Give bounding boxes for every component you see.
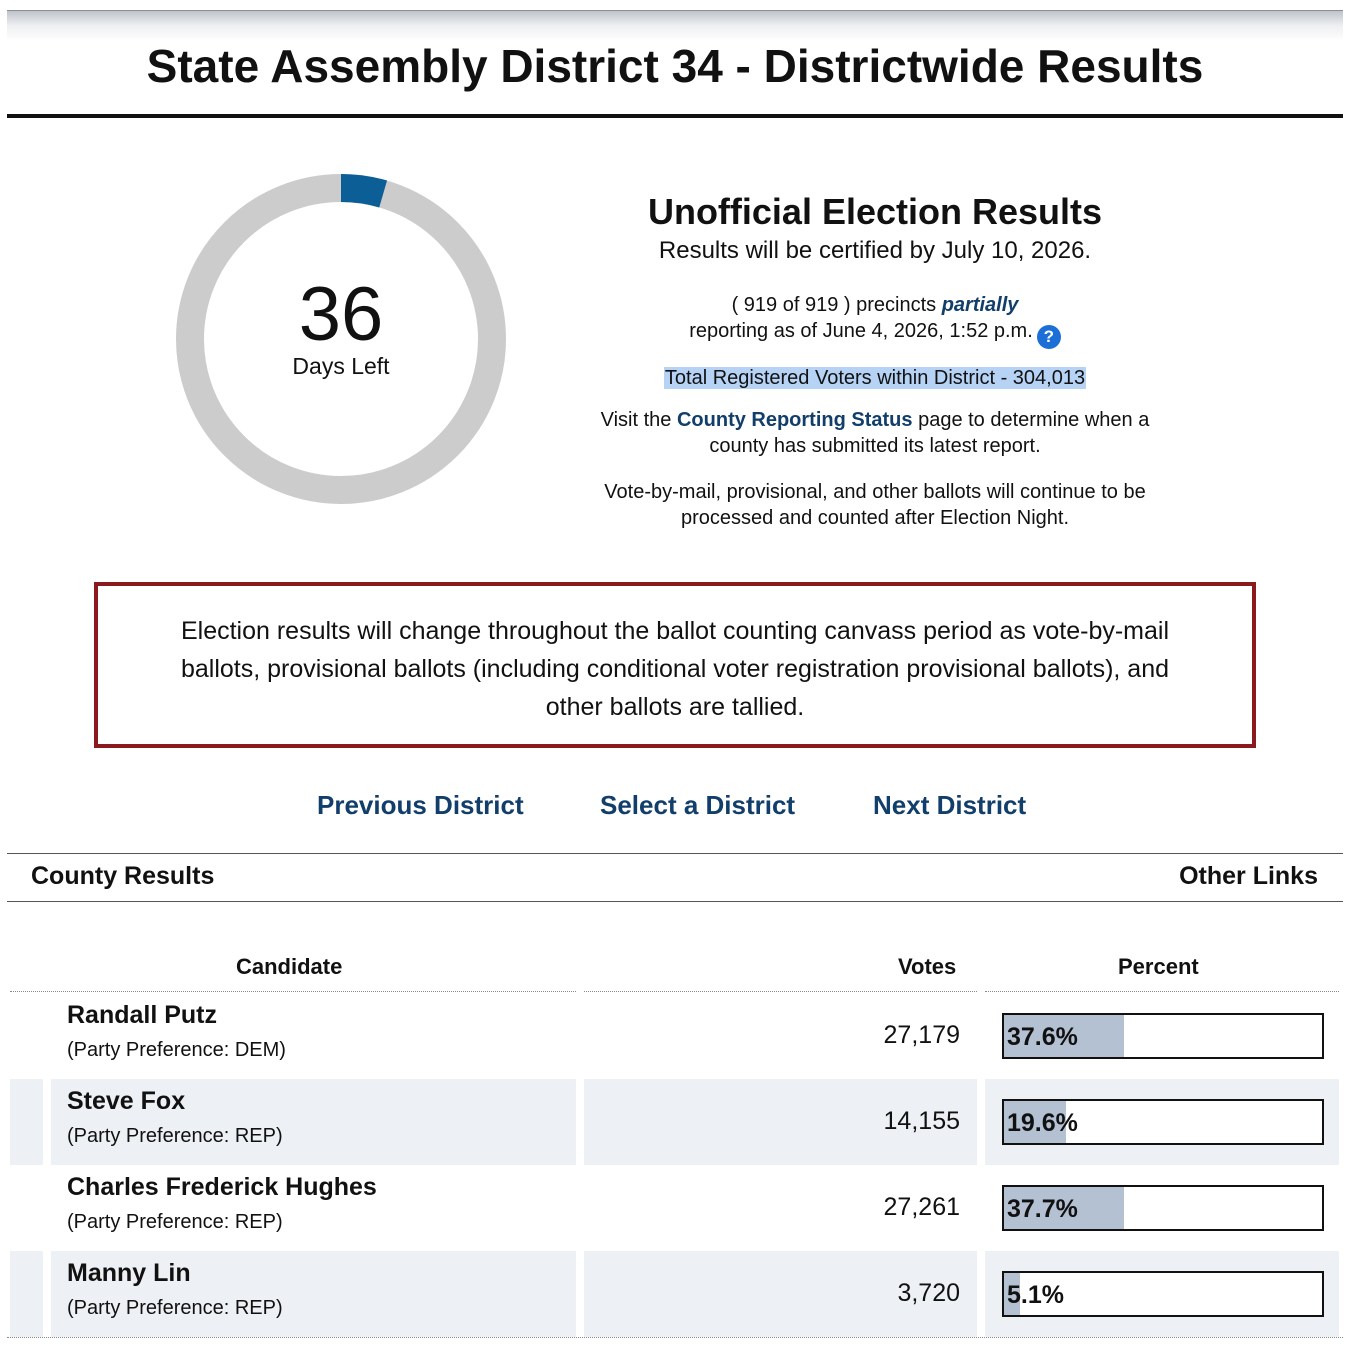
help-icon[interactable]: ? — [1037, 325, 1061, 349]
county-results-link[interactable]: County Results — [31, 862, 215, 890]
select-district-link[interactable]: Select a District — [600, 790, 796, 820]
registered-voters-line — [560, 365, 1190, 391]
page-header — [7, 10, 1343, 118]
days-left-label: Days Left — [292, 353, 390, 379]
candidate-party: (Party Preference: REP) — [67, 1125, 283, 1147]
candidate-party: (Party Preference: REP) — [67, 1297, 283, 1319]
precincts-reporting — [560, 292, 1190, 349]
candidate-party: (Party Preference: DEM) — [67, 1039, 286, 1061]
candidate-name: Randall Putz — [67, 1001, 218, 1029]
percent-bar — [1002, 1013, 1324, 1059]
visit-line2: county has submitted its latest report. — [709, 435, 1041, 457]
table-row — [0, 1165, 1360, 1251]
table-row — [0, 993, 1360, 1079]
candidate-name: Manny Lin — [67, 1259, 191, 1287]
days-left-number: 36 — [298, 272, 384, 357]
notice-line1: Election results will change throughout the ballot counting canvass period as vote-by-mail — [180, 617, 1170, 645]
votes-header-rule — [584, 991, 977, 992]
table-bottom-rule — [7, 1337, 1343, 1338]
partially-label: partially — [941, 294, 1019, 316]
candidate-votes: 3,720 — [897, 1279, 960, 1307]
table-row — [0, 1079, 1360, 1165]
candidate-votes: 14,155 — [883, 1107, 960, 1135]
candidate-percent: 19.6% — [1007, 1109, 1078, 1137]
percent-bar — [1002, 1271, 1324, 1317]
summary-heading: Unofficial Election Results — [647, 191, 1103, 232]
county-reporting-status-link[interactable]: County Reporting Status — [676, 409, 913, 431]
votes-header: Votes — [898, 954, 957, 979]
next-district-link[interactable]: Next District — [873, 790, 1027, 820]
candidate-party: (Party Preference: REP) — [67, 1211, 283, 1233]
visit-suffix: page to determine when a — [918, 409, 1150, 431]
vbm-line1: Vote-by-mail, provisional, and other ballots will continue to be — [604, 481, 1146, 503]
precincts-count: ( 919 of 919 ) precincts — [731, 294, 937, 316]
subnav-top-divider — [7, 853, 1343, 854]
candidate-header: Candidate — [236, 954, 343, 979]
certify-text: Results will be certified by July 10, 2026. — [658, 237, 1092, 264]
percent-header: Percent — [1118, 954, 1199, 979]
subnav-bottom-divider — [7, 901, 1343, 902]
candidate-percent: 37.7% — [1007, 1195, 1078, 1223]
reporting-timestamp: reporting as of June 4, 2026, 1:52 p.m. — [689, 320, 1033, 342]
table-row — [0, 1251, 1360, 1337]
candidate-name: Charles Frederick Hughes — [67, 1173, 377, 1201]
candidate-name: Steve Fox — [67, 1087, 186, 1115]
notice-line2: ballots, provisional ballots (including conditional voter registration provisional ballots), and — [180, 655, 1170, 683]
results-summary — [560, 190, 1190, 531]
county-status-note — [560, 407, 1190, 459]
registered-voters: Total Registered Voters within District - 304,013 — [664, 367, 1086, 389]
previous-district-link[interactable]: Previous District — [317, 790, 524, 820]
percent-bar — [1002, 1099, 1324, 1145]
other-links-link[interactable]: Other Links — [1179, 862, 1318, 890]
candidate-percent: 5.1% — [1007, 1281, 1064, 1309]
percent-header-rule — [985, 991, 1339, 992]
vbm-note — [560, 479, 1190, 531]
notice-line3: other ballots are tallied. — [545, 693, 805, 721]
page-title: State Assembly District 34 - Districtwide Results — [146, 40, 1204, 92]
candidate-header-rule — [10, 991, 576, 992]
candidate-votes: 27,261 — [883, 1193, 960, 1221]
days-left-ring — [175, 173, 507, 505]
results-change-notice — [94, 582, 1256, 748]
candidate-percent: 37.6% — [1007, 1023, 1078, 1051]
vbm-line2: processed and counted after Election Night. — [680, 507, 1070, 529]
visit-prefix: Visit the — [600, 409, 672, 431]
percent-bar — [1002, 1185, 1324, 1231]
candidate-votes: 27,179 — [883, 1021, 960, 1049]
